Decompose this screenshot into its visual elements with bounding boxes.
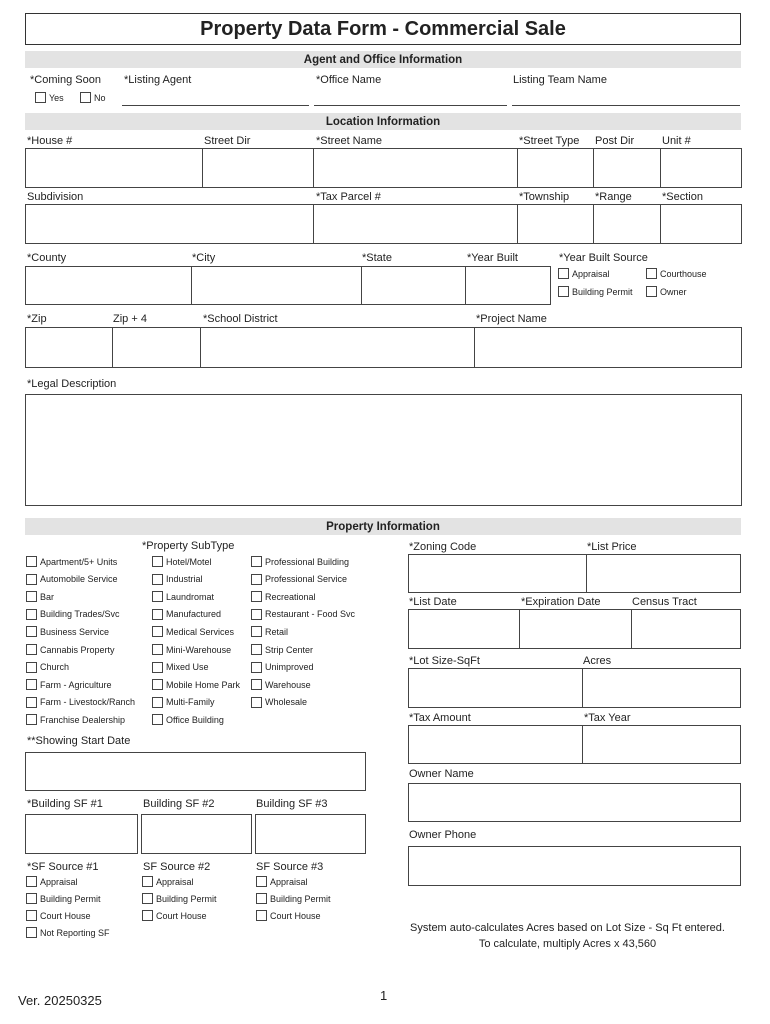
address-row-3[interactable]	[25, 266, 551, 305]
subtype-option-label: Industrial	[166, 574, 203, 585]
subtype-checkbox[interactable]	[26, 574, 37, 585]
listing-team-label: Listing Team Name	[513, 74, 607, 86]
subtype-checkbox[interactable]	[251, 626, 262, 637]
subtype-checkbox[interactable]	[152, 609, 163, 620]
subtype-option-label: Automobile Service	[40, 574, 118, 585]
sf-source3-label: SF Source #3	[256, 861, 324, 873]
subtype-option-label: Restaurant - Food Svc	[265, 609, 356, 620]
subtype-option-label: Cannabis Property	[40, 644, 115, 655]
subtype-checkbox[interactable]	[251, 609, 262, 620]
subtype-option-label: Retail	[265, 626, 289, 637]
sf-source1-checkbox[interactable]	[26, 876, 37, 887]
subtype-option[interactable]	[251, 662, 314, 673]
dates-row[interactable]	[408, 609, 741, 649]
subtype-option[interactable]	[152, 574, 203, 585]
tax-parcel-label: *Tax Parcel #	[316, 191, 381, 203]
zoning-code-label: *Zoning Code	[409, 541, 477, 553]
subtype-option-label: Farm - Livestock/Ranch	[40, 697, 136, 708]
sf-source2-label: SF Source #2	[143, 861, 211, 873]
no-checkbox[interactable]	[80, 92, 91, 103]
acres-label: Acres	[583, 655, 612, 667]
owner-phone-label: Owner Phone	[409, 829, 477, 841]
sf-source1-option-label: Appraisal	[40, 876, 78, 887]
sf-source1-checkbox[interactable]	[26, 910, 37, 921]
subtype-option-label: Recreational	[265, 591, 316, 602]
sf-source2-checkbox[interactable]	[142, 893, 153, 904]
owner-name-field[interactable]	[408, 783, 741, 822]
zoning-price-row[interactable]	[408, 554, 741, 593]
tax-row[interactable]	[408, 725, 741, 764]
ybs-owner[interactable]: Owner	[646, 286, 687, 297]
office-name-field[interactable]	[314, 105, 507, 106]
acres-note-line1: System auto-calculates Acres based on Lot Size - Sq Ft entered.	[410, 922, 725, 934]
sf-source3-option-label: Court House	[270, 910, 321, 921]
subtype-option-label: Medical Services	[166, 626, 235, 637]
subtype-checkbox[interactable]	[152, 574, 163, 585]
sf-source2-checkbox[interactable]	[142, 876, 153, 887]
subtype-label: *Property SubType	[142, 540, 235, 552]
subtype-option-label: Unimproved	[265, 662, 314, 673]
subtype-option-label: Mixed Use	[166, 662, 209, 673]
subtype-checkbox[interactable]	[251, 644, 262, 655]
subtype-option-label: Church	[40, 662, 70, 673]
subtype-option[interactable]	[251, 556, 349, 567]
sf-source2-option[interactable]	[142, 893, 217, 904]
office-name-label: *Office Name	[316, 74, 382, 86]
page-number: 1	[380, 988, 388, 1003]
subtype-option[interactable]	[26, 609, 120, 620]
sf-source2-option[interactable]	[142, 876, 194, 887]
listing-team-field[interactable]	[512, 105, 740, 106]
subtype-option-label: Mini-Warehouse	[166, 644, 232, 655]
ybs-appraisal[interactable]: Appraisal	[558, 268, 610, 279]
sf-source1-option-label: Building Permit	[40, 893, 101, 904]
subtype-option-label: Manufactured	[166, 609, 222, 620]
listing-agent-field[interactable]	[122, 105, 309, 106]
subtype-option[interactable]	[251, 609, 355, 620]
section-label: *Section	[662, 191, 703, 203]
subtype-option[interactable]	[26, 591, 54, 602]
subtype-option[interactable]	[152, 609, 221, 620]
subtype-checkbox[interactable]	[26, 662, 37, 673]
subtype-checkbox[interactable]	[251, 591, 262, 602]
list-price-label: *List Price	[587, 541, 637, 553]
subtype-option[interactable]	[251, 591, 316, 602]
lot-size-label: *Lot Size-SqFt	[409, 655, 480, 667]
subtype-checkbox[interactable]	[251, 662, 262, 673]
sf-source1-option-label: Court House	[40, 910, 91, 921]
subtype-option[interactable]	[251, 574, 347, 585]
subtype-checkbox[interactable]	[152, 697, 163, 708]
version-text: Ver. 20250325	[18, 993, 102, 1008]
subtype-checkbox[interactable]	[152, 662, 163, 673]
sf-source3-checkbox[interactable]	[256, 893, 267, 904]
sf-source2-option-label: Appraisal	[156, 876, 194, 887]
ybs-courthouse[interactable]: Courthouse	[646, 268, 707, 279]
subtype-checkbox[interactable]	[152, 714, 163, 725]
street-name-label: *Street Name	[316, 135, 383, 147]
listing-agent-label: *Listing Agent	[124, 74, 192, 86]
subtype-option[interactable]	[152, 714, 224, 725]
coming-soon-no[interactable]: No	[80, 92, 106, 103]
sf-source3-checkbox[interactable]	[256, 876, 267, 887]
subtype-option-label: Apartment/5+ Units	[40, 556, 118, 567]
year-built-label: *Year Built	[467, 252, 518, 264]
subtype-checkbox[interactable]	[26, 644, 37, 655]
school-district-label: *School District	[203, 313, 278, 325]
sf-source1-label: *SF Source #1	[27, 861, 99, 873]
subtype-checkbox[interactable]	[152, 626, 163, 637]
subtype-checkbox[interactable]	[152, 679, 163, 690]
range-label: *Range	[595, 191, 632, 203]
subtype-option[interactable]	[152, 591, 214, 602]
subtype-checkbox[interactable]	[152, 644, 163, 655]
subtype-option[interactable]	[152, 626, 234, 637]
section-header-property: Property Information	[25, 518, 741, 535]
subtype-option-label: Business Service	[40, 626, 110, 637]
subtype-option-label: Laundromat	[166, 591, 215, 602]
subtype-option-label: Hotel/Motel	[166, 556, 212, 567]
sf-source1-option-label: Not Reporting SF	[40, 927, 110, 938]
tax-amount-label: *Tax Amount	[409, 712, 471, 724]
project-name-label: *Project Name	[476, 313, 547, 325]
subtype-option-label: Farm - Agriculture	[40, 679, 112, 690]
year-built-source-label: *Year Built Source	[559, 252, 648, 264]
sf-source1-option[interactable]	[26, 927, 110, 938]
subtype-option-label: Multi-Family	[166, 697, 215, 708]
subtype-option-label: Professional Building	[265, 556, 350, 567]
form-title: Property Data Form - Commercial Sale	[25, 13, 741, 45]
coming-soon-yes[interactable]: Yes	[35, 92, 64, 103]
legal-description-label: *Legal Description	[27, 378, 117, 390]
sf-source1-option[interactable]	[26, 910, 91, 921]
subtype-checkbox[interactable]	[152, 591, 163, 602]
sf-source2-option-label: Court House	[156, 910, 207, 921]
sf-source1-option[interactable]	[26, 893, 101, 904]
sf-source3-option[interactable]	[256, 893, 331, 904]
section-header-agent: Agent and Office Information	[25, 51, 741, 68]
subtype-option-label: Professional Service	[265, 574, 348, 585]
subtype-option-label: Bar	[40, 591, 55, 602]
subtype-option-label: Wholesale	[265, 697, 308, 708]
subtype-checkbox[interactable]	[26, 556, 37, 567]
section-header-location: Location Information	[25, 113, 741, 130]
zip4-label: Zip + 4	[113, 313, 147, 325]
owner-name-label: Owner Name	[409, 768, 474, 780]
subdivision-label: Subdivision	[27, 191, 84, 203]
subtype-checkbox[interactable]	[26, 626, 37, 637]
zip-label: *Zip	[27, 313, 47, 325]
subtype-option[interactable]	[26, 644, 115, 655]
sf-source3-option-label: Building Permit	[270, 893, 331, 904]
subtype-checkbox[interactable]	[251, 697, 262, 708]
coming-soon-label: *Coming Soon	[30, 74, 101, 86]
address-row-2[interactable]	[25, 204, 742, 244]
ybs-building-permit[interactable]: Building Permit	[558, 286, 633, 297]
building-sf1-label: *Building SF #1	[27, 798, 103, 810]
subtype-option-label: Mobile Home Park	[166, 679, 241, 690]
sf-source1-checkbox[interactable]	[26, 927, 37, 938]
owner-phone-field[interactable]	[408, 846, 741, 886]
sf-source2-checkbox[interactable]	[142, 910, 153, 921]
street-type-label: *Street Type	[519, 135, 580, 147]
sf-source1-option[interactable]	[26, 876, 78, 887]
county-label: *County	[27, 252, 67, 264]
subtype-option-label: Office Building	[166, 714, 224, 725]
subtype-checkbox[interactable]	[26, 714, 37, 725]
building-sf2-field[interactable]	[141, 814, 252, 854]
address-row-1[interactable]	[25, 148, 742, 188]
subtype-option[interactable]	[152, 662, 209, 673]
building-sf3-label: Building SF #3	[256, 798, 328, 810]
subtype-option[interactable]	[26, 679, 112, 690]
tax-year-label: *Tax Year	[584, 712, 631, 724]
subtype-option[interactable]	[26, 556, 117, 567]
acres-note-line2: To calculate, multiply Acres x 43,560	[478, 938, 657, 950]
subtype-option-label: Warehouse	[265, 679, 311, 690]
subtype-checkbox[interactable]	[251, 574, 262, 585]
subtype-option[interactable]	[251, 644, 313, 655]
address-row-4[interactable]	[25, 327, 742, 368]
state-label: *State	[362, 252, 392, 264]
subtype-checkbox[interactable]	[152, 556, 163, 567]
sf-source3-option[interactable]	[256, 910, 321, 921]
building-sf3-field[interactable]	[255, 814, 366, 854]
subtype-option[interactable]	[26, 662, 69, 673]
building-sf2-label: Building SF #2	[143, 798, 215, 810]
building-sf1-field[interactable]	[25, 814, 138, 854]
showing-start-field[interactable]	[25, 752, 366, 791]
subtype-checkbox[interactable]	[251, 679, 262, 690]
house-label: *House #	[27, 135, 73, 147]
post-dir-label: Post Dir	[595, 135, 635, 147]
yes-checkbox[interactable]	[35, 92, 46, 103]
subtype-checkbox[interactable]	[26, 591, 37, 602]
census-tract-label: Census Tract	[632, 596, 697, 608]
subtype-option[interactable]	[152, 644, 231, 655]
subtype-option[interactable]	[26, 697, 135, 708]
sf-source1-checkbox[interactable]	[26, 893, 37, 904]
subtype-option-label: Building Trades/Svc	[40, 609, 120, 620]
subtype-option[interactable]	[26, 574, 118, 585]
subtype-option[interactable]	[26, 626, 109, 637]
subtype-option[interactable]	[152, 679, 240, 690]
sf-source2-option-label: Building Permit	[156, 893, 217, 904]
city-label: *City	[192, 252, 216, 264]
township-label: *Township	[519, 191, 570, 203]
subtype-checkbox[interactable]	[26, 609, 37, 620]
subtype-checkbox[interactable]	[251, 556, 262, 567]
unit-label: Unit #	[662, 135, 691, 147]
subtype-checkbox[interactable]	[26, 697, 37, 708]
subtype-checkbox[interactable]	[26, 679, 37, 690]
subtype-option-label: Franchise Dealership	[40, 714, 126, 725]
sf-source3-option-label: Appraisal	[270, 876, 308, 887]
sf-source3-checkbox[interactable]	[256, 910, 267, 921]
showing-start-label: **Showing Start Date	[27, 735, 131, 747]
sf-source2-option[interactable]	[142, 910, 207, 921]
sf-source3-option[interactable]	[256, 876, 308, 887]
legal-description-field[interactable]	[25, 394, 742, 506]
subtype-option[interactable]	[251, 697, 307, 708]
lot-acres-row[interactable]	[408, 668, 741, 708]
list-date-label: *List Date	[409, 596, 457, 608]
subtype-option[interactable]	[26, 714, 125, 725]
street-dir-label: Street Dir	[204, 135, 251, 147]
subtype-option[interactable]	[251, 679, 311, 690]
subtype-option[interactable]	[251, 626, 288, 637]
expiration-date-label: *Expiration Date	[521, 596, 601, 608]
subtype-option[interactable]	[152, 697, 215, 708]
subtype-option-label: Strip Center	[265, 644, 314, 655]
subtype-option[interactable]	[152, 556, 212, 567]
